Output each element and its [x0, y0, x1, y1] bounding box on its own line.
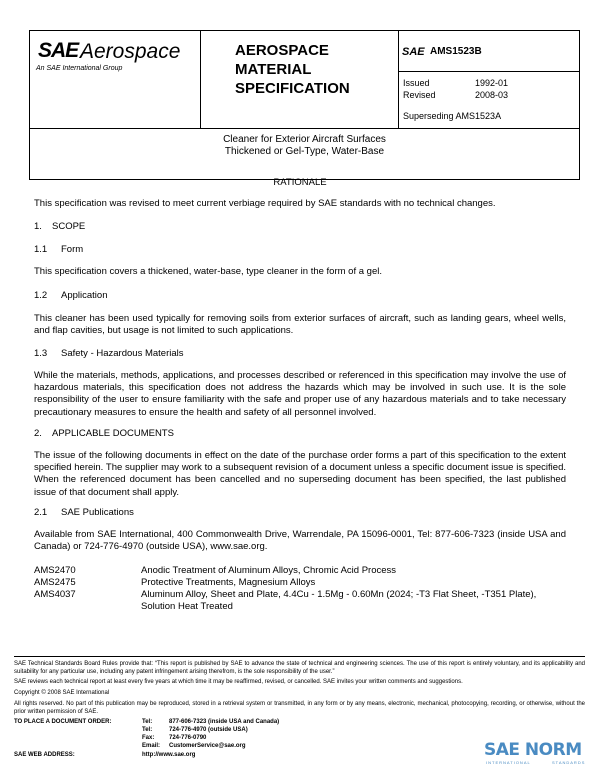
section-text: This cleaner has been used typically for removing soils from exterior surfaces of aircraft, such as landing gears, wheel wells, and flap cavities, but usage is not limited to such applications. — [34, 313, 566, 337]
footer-review: SAE reviews each technical report at least every five years at which time it may be reaffirmed, revised, or cancelled. SAE invites your written comments and suggestions. — [14, 679, 463, 685]
footer-copyright: Copyright © 2008 SAE International — [14, 690, 110, 696]
tel-label: Tel: — [142, 719, 153, 725]
header-divider — [30, 128, 579, 129]
revised-date: 2008-03 — [475, 90, 509, 100]
tel2-value: 724-776-4970 (outside USA) — [169, 727, 248, 733]
section-text: The issue of the following documents in effect on the date of the purchase order forms a part of this specification to the extent specified herein. The supplier may work to a subsequent revision of a document unless a specific document issue is specified. When the referenced document has been cancelled and no superseding document has been specified, the last published issue of that document shall apply. — [34, 450, 566, 498]
header-divider — [200, 31, 201, 128]
section-text: While the materials, methods, applications, and processes described or referenced in this specification may involve the use of hazardous materials, this specification does not address the hazards which may be involved in such use. It is the sole responsibility of the user to ensure familiarity with the safe and proper use of any hazardous materials and to take necessary precautionary measures to ensure the health and safety of all personnel involved. — [34, 370, 566, 418]
revised-label: Revised — [403, 90, 436, 100]
section-number: 1. — [34, 221, 42, 232]
spec-type-title: AEROSPACE MATERIAL SPECIFICATION — [235, 42, 350, 97]
footer-rules: SAE Technical Standards Board Rules provide that: “This report is published by SAE to advance the state of technical and engineering sciences. The use of this report is entirely voluntary, and its applicability and suitability for any particular use, including any patent infringement arising therefrom, is the sole responsibility of the user.” — [14, 661, 585, 675]
section-title: APPLICABLE DOCUMENTS — [52, 428, 174, 439]
section-number: 1.3 — [34, 348, 48, 359]
reference-title: Protective Treatments, Magnesium Alloys — [141, 577, 316, 588]
section-title: Safety - Hazardous Materials — [61, 348, 184, 359]
section-title: SAE Publications — [61, 507, 134, 518]
fax-label: Fax: — [142, 735, 155, 741]
section-number: 2. — [34, 428, 42, 439]
fax-value: 724-776-0790 — [169, 735, 207, 741]
section-number: 2.1 — [34, 507, 48, 518]
reference-code: AMS4037 — [34, 589, 76, 600]
doc-sae-mark: SAE — [402, 46, 425, 58]
aerospace-logo-text: Aerospace — [80, 40, 181, 63]
superseding-note: Superseding AMS1523A — [403, 111, 502, 121]
document-number: AMS1523B — [430, 46, 482, 57]
sae-norm-logo: SAE NORM — [484, 740, 582, 760]
order-label: TO PLACE A DOCUMENT ORDER: — [14, 719, 112, 725]
web-label: SAE WEB ADDRESS: — [14, 752, 75, 758]
section-text: This specification covers a thickened, water-base, type cleaner in the form of a gel. — [34, 266, 382, 277]
header-divider — [398, 31, 399, 128]
tel-value: 877-606-7323 (inside USA and Canada) — [169, 719, 280, 725]
document-header — [29, 30, 580, 180]
rationale-heading: RATIONALE — [273, 177, 327, 188]
section-text: Available from SAE International, 400 Commonwealth Drive, Warrendale, PA 15096-0001, Tel: 877-606-7323 (inside USA and Canada) or 724-776-4970 (outside USA), www.sae.org. — [34, 529, 566, 553]
rationale-text: This specification was revised to meet current verbiage required by SAE standards with no technical changes. — [34, 198, 496, 209]
issued-label: Issued — [403, 78, 430, 88]
issued-date: 1992-01 — [475, 78, 509, 88]
header-divider — [398, 71, 579, 72]
norm-logo-sub: INTERNATIONAL — [486, 760, 531, 765]
section-number: 1.1 — [34, 244, 48, 255]
footer-divider — [14, 656, 585, 657]
email-link[interactable]: CustomerService@sae.org — [169, 743, 246, 749]
logo-subtitle: An SAE International Group — [36, 65, 123, 72]
reference-code: AMS2470 — [34, 565, 76, 576]
web-link[interactable]: http://www.sae.org — [142, 752, 196, 758]
section-title: Application — [61, 290, 108, 301]
section-title: SCOPE — [52, 221, 86, 232]
document-subject: Cleaner for Exterior Aircraft Surfaces Thickened or Gel-Type, Water-Base — [223, 134, 386, 157]
reference-code: AMS2475 — [34, 577, 76, 588]
norm-logo-sub: STANDARDS — [552, 760, 586, 765]
reference-title: Aluminum Alloy, Sheet and Plate, 4.4Cu - 1.5Mg - 0.60Mn (2024; -T3 Flat Sheet, -T351 Plate), Solution Heat Treated — [141, 589, 537, 613]
reference-title: Anodic Treatment of Aluminum Alloys, Chromic Acid Process — [141, 565, 397, 576]
section-number: 1.2 — [34, 290, 48, 301]
tel2-label: Tel: — [142, 727, 153, 733]
section-title: Form — [61, 244, 84, 255]
email-label: Email: — [142, 743, 161, 749]
footer-rights: All rights reserved. No part of this publication may be reproduced, stored in a retrieval system or transmitted, in any form or by any means, electronic, mechanical, photocopying, recording, or otherwise, without the prior written permission of SAE. — [14, 701, 585, 715]
sae-logo: SAE — [38, 39, 79, 62]
